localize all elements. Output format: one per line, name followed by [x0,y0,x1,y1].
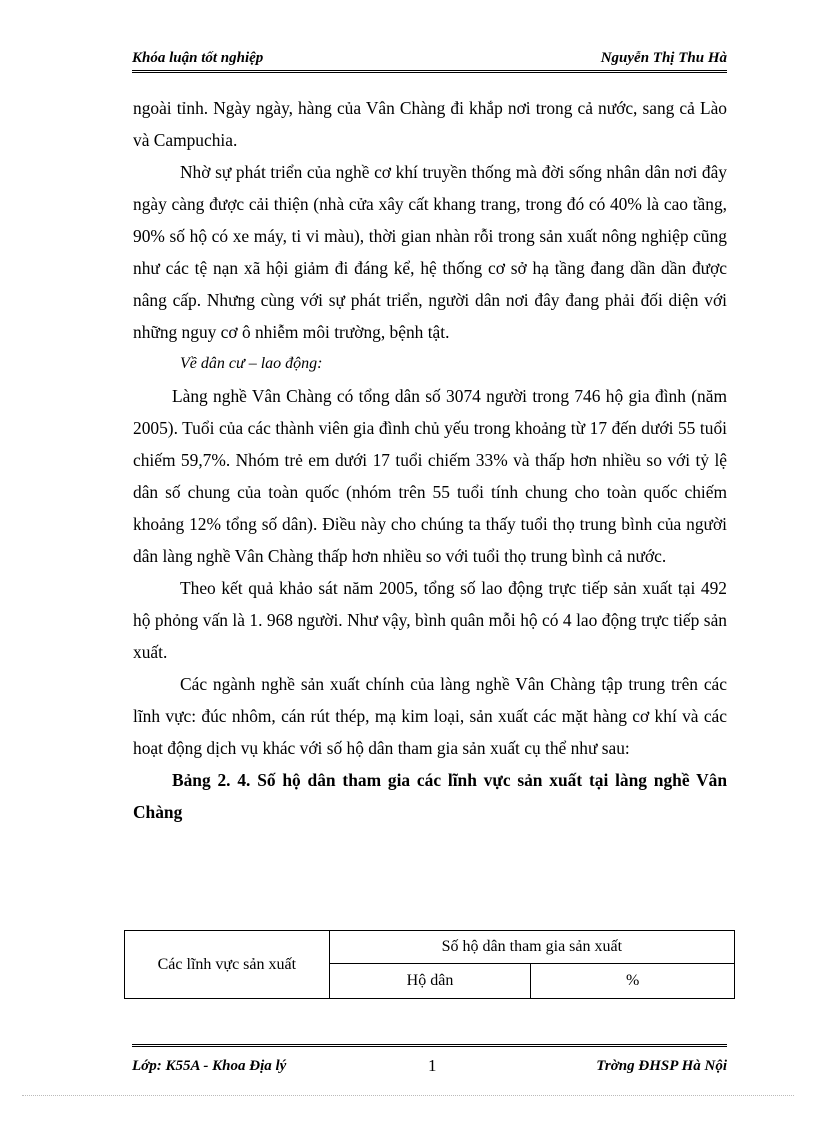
paragraph-2: Nhờ sự phát triển của nghề cơ khí truyền thống mà đời sống nhân dân nơi đây ngày càng được cải thiện (nhà cửa xây cất khang trang, trong đó có 40% là cao tầng, 90% số hộ có xe máy, ti vi màu), thời gian nhàn rỗi trong sản xuất nông nghiệp cũng như các tệ nạn xã hội giảm đi đáng kể, hệ thống cơ sở hạ tầng đang dần dần được nâng cấp. Nhưng cùng với sự phát triển, người dân nơi đây đang phải đối diện với những nguy cơ ô nhiễm môi trường, bệnh tật. [133,162,727,342]
document-body [133,92,727,828]
paragraph-3: Làng nghề Vân Chàng có tổng dân số 3074 người trong 746 hộ gia đình (năm 2005). Tuổi của các thành viên gia đình chủ yếu trong khoảng từ 17 đến dưới 55 tuổi chiếm 59,7%. Nhóm trẻ em dưới 17 tuổi chiếm 33% và thấp hơn nhiều so với tỷ lệ dân số chung của toàn quốc (nhóm trên 55 tuổi tính chung cho toàn quốc chiếm khoảng 12% tổng số dân). Điều này cho chúng ta thấy tuổi thọ trung bình của người dân làng nghề Vân Chàng thấp hơn nhiều so với tuổi thọ trung bình cả nước. [133,386,727,566]
table-header-sector: Các lĩnh vực sản xuất [125,931,330,999]
page-footer [132,1050,727,1080]
table-caption: Bảng 2. 4. Số hộ dân tham gia các lĩnh vực sản xuất tại làng nghề Vân Chàng [133,770,727,822]
table-header-percent: % [531,964,735,999]
page-header [132,50,727,72]
page-bottom-edge [22,1095,794,1096]
paragraph-4: Theo kết quả khảo sát năm 2005, tổng số lao động trực tiếp sản xuất tại 492 hộ phỏng vấn là 1. 968 người. Như vậy, bình quân mỗi hộ có 4 lao động trực tiếp sản xuất. [133,578,727,662]
paragraph-5: Các ngành nghề sản xuất chính của làng nghề Vân Chàng tập trung trên các lĩnh vực: đúc nhôm, cán rút thép, mạ kim loại, sản xuất các mặt hàng cơ khí và các hoạt động dịch vụ khác với số hộ dân tham gia sản xuất cụ thể như sau: [133,674,727,758]
footer-divider [132,1044,727,1047]
footer-university: Trờng ĐHSP Hà Nội [596,1058,727,1074]
header-thesis-label: Khóa luận tốt nghiệp [132,50,264,66]
page-number: 1 [428,1056,437,1075]
subheading-population: Về dân cư – lao động: [180,355,323,372]
paragraph-1: ngoài tỉnh. Ngày ngày, hàng của Vân Chàng đi khắp nơi trong cả nước, sang cả Lào và Campuchia. [133,98,727,150]
table-header-households-group: Số hộ dân tham gia sản xuất [329,931,734,964]
footer-class-label: Lớp: K55A - Khoa Địa lý [132,1058,287,1074]
households-table [124,930,735,999]
header-divider [132,70,727,75]
header-author-name: Nguyễn Thị Thu Hà [600,50,727,66]
table-header-households: Hộ dân [329,964,531,999]
